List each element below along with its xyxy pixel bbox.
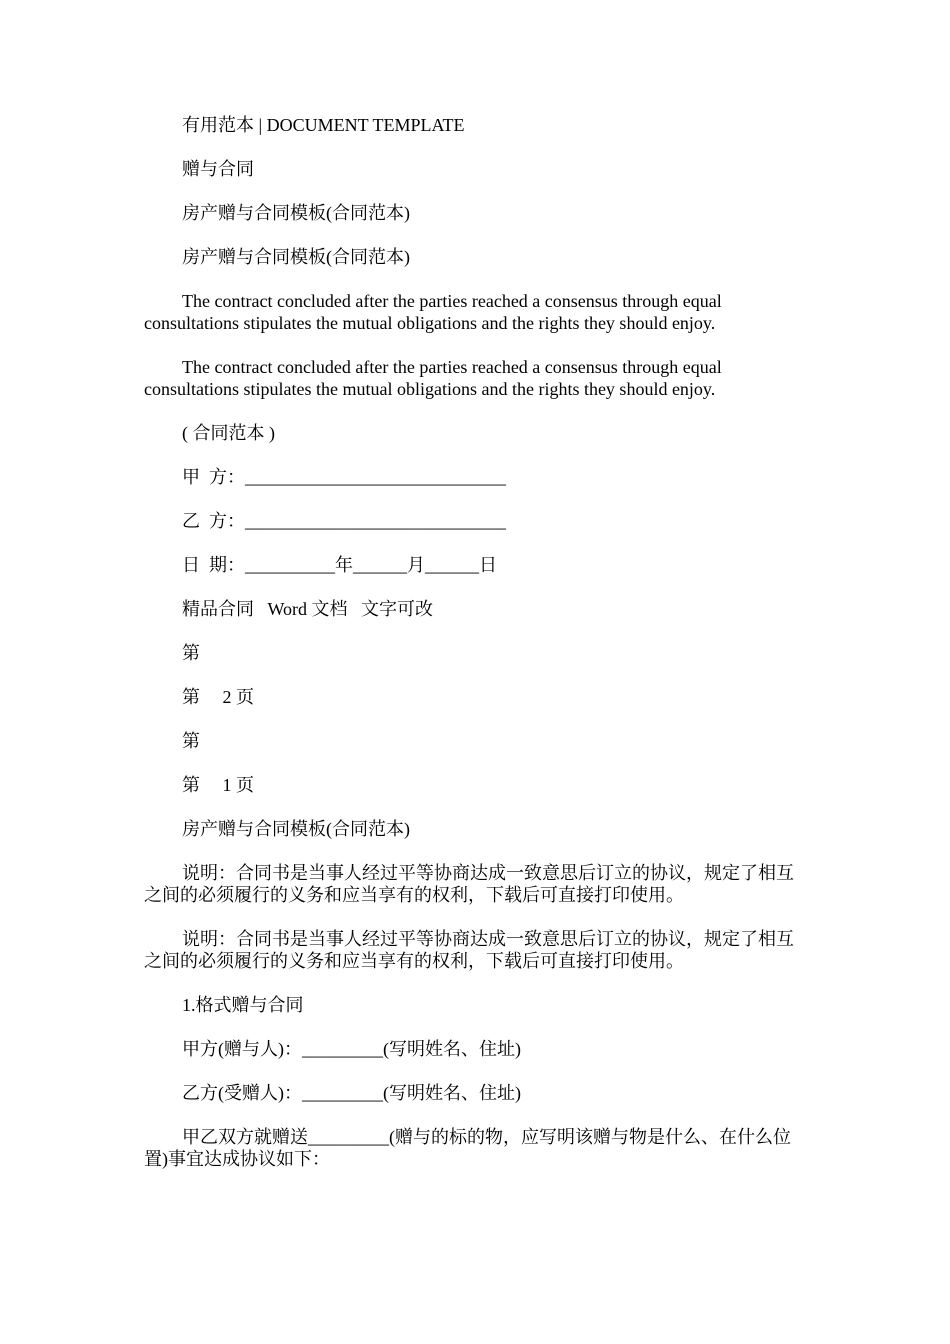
document-title: 房产赠与合同模板(合同范本) <box>182 203 410 223</box>
page-label-repeat: 第 <box>182 731 200 751</box>
note-paragraph-repeat: 说明：合同书是当事人经过平等协商达成一致意思后订立的协议，规定了相互之间的必须履行的义务和应当享有的权利，下载后可直接打印使用。 <box>144 929 794 971</box>
page-number-line-repeat: 第 1 页 <box>182 775 254 795</box>
section-heading: 1.格式赠与合同 <box>182 995 304 1015</box>
donee-line: 乙方(受赠人)：_________(写明姓名、住址) <box>182 1083 521 1103</box>
note-paragraph: 说明：合同书是当事人经过平等协商达成一致意思后订立的协议，规定了相互之间的必须履行的义务和应当享有的权利，下载后可直接打印使用。 <box>144 863 794 905</box>
document-body <box>144 114 804 1170</box>
document-title-repeat: 房产赠与合同模板(合同范本) <box>182 247 410 267</box>
document-title-body: 房产赠与合同模板(合同范本) <box>182 819 410 839</box>
intro-paragraph-en-repeat: The contract concluded after the parties reached a consensus through equal consultations stipulates the mutual obligations and the rights they should enjoy. <box>144 357 727 399</box>
page-number-line: 第 2 页 <box>182 687 254 707</box>
features-line: 精品合同 Word 文档 文字可改 <box>182 599 434 619</box>
document-category: 赠与合同 <box>182 159 254 179</box>
party-a-line: 甲 方：_____________________________ <box>182 467 506 487</box>
date-line: 日 期：__________年______月______日 <box>182 555 497 575</box>
party-b-line: 乙 方：_____________________________ <box>182 511 506 531</box>
template-tag: ( 合同范本 ) <box>182 423 275 443</box>
agreement-paragraph: 甲乙双方就赠送_________(赠与的标的物，应写明该赠与物是什么、在什么位置)事宜达成协议如下： <box>144 1127 791 1169</box>
document-header: 有用范本 | DOCUMENT TEMPLATE <box>182 115 465 135</box>
intro-paragraph-en: The contract concluded after the parties reached a consensus through equal consultations stipulates the mutual obligations and the rights they should enjoy. <box>144 291 727 333</box>
donor-line: 甲方(赠与人)：_________(写明姓名、住址) <box>182 1039 521 1059</box>
page-label: 第 <box>182 643 200 663</box>
